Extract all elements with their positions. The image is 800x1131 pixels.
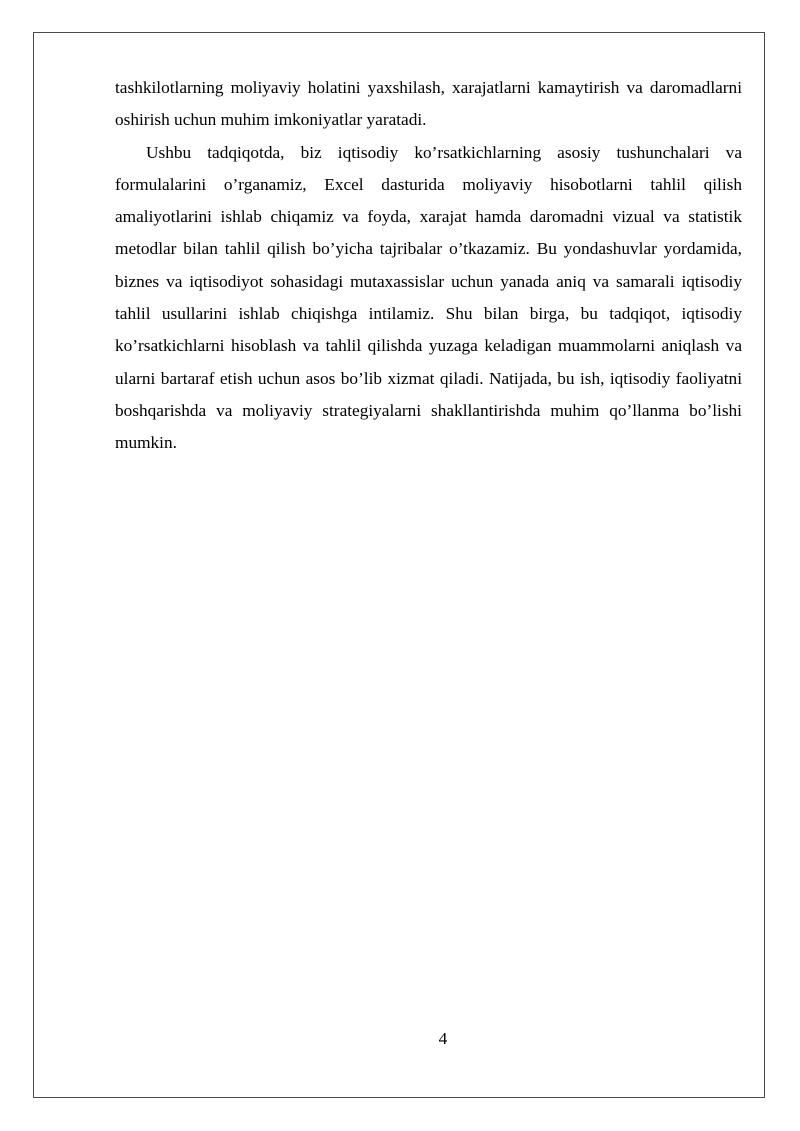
document-body [115, 72, 742, 460]
paragraph-research-overview: Ushbu tadqiqotda, biz iqtisodiy ko’rsatkichlarning asosiy tushunchalari va formulalarini o’rganamiz, Excel dasturida moliyaviy hisobotlarni tahlil qilish amaliyotlarini ishlab chiqamiz va foyda, xarajat hamda daromadni vizual va statistik metodlar bilan tahlil qilish bo’yicha tajribalar o’tkazamiz. Bu yondashuvlar yordamida, biznes va iqtisodiyot sohasidagi mutaxassislar uchun yanada aniq va samarali iqtisodiy tahlil usullarini ishlab chiqishga intilamiz. Shu bilan birga, bu tadqiqot, iqtisodiy ko’rsatkichlarni hisoblash va tahlil qilishda yuzaga keladigan muammolarni aniqlash va ularni bartaraf etish uchun asos bo’lib xizmat qiladi. Natijada, bu ish, iqtisodiy faoliyatni boshqarishda va moliyaviy strategiyalarni shakllantirishda muhim qo’llanma bo’lishi mumkin. [115, 142, 742, 453]
paragraph-continuation: tashkilotlarning moliyaviy holatini yaxshilash, xarajatlarni kamaytirish va daromadlarni oshirish uchun muhim imkoniyatlar yaratadi. [115, 78, 742, 130]
page-number: 4 [438, 1029, 448, 1048]
